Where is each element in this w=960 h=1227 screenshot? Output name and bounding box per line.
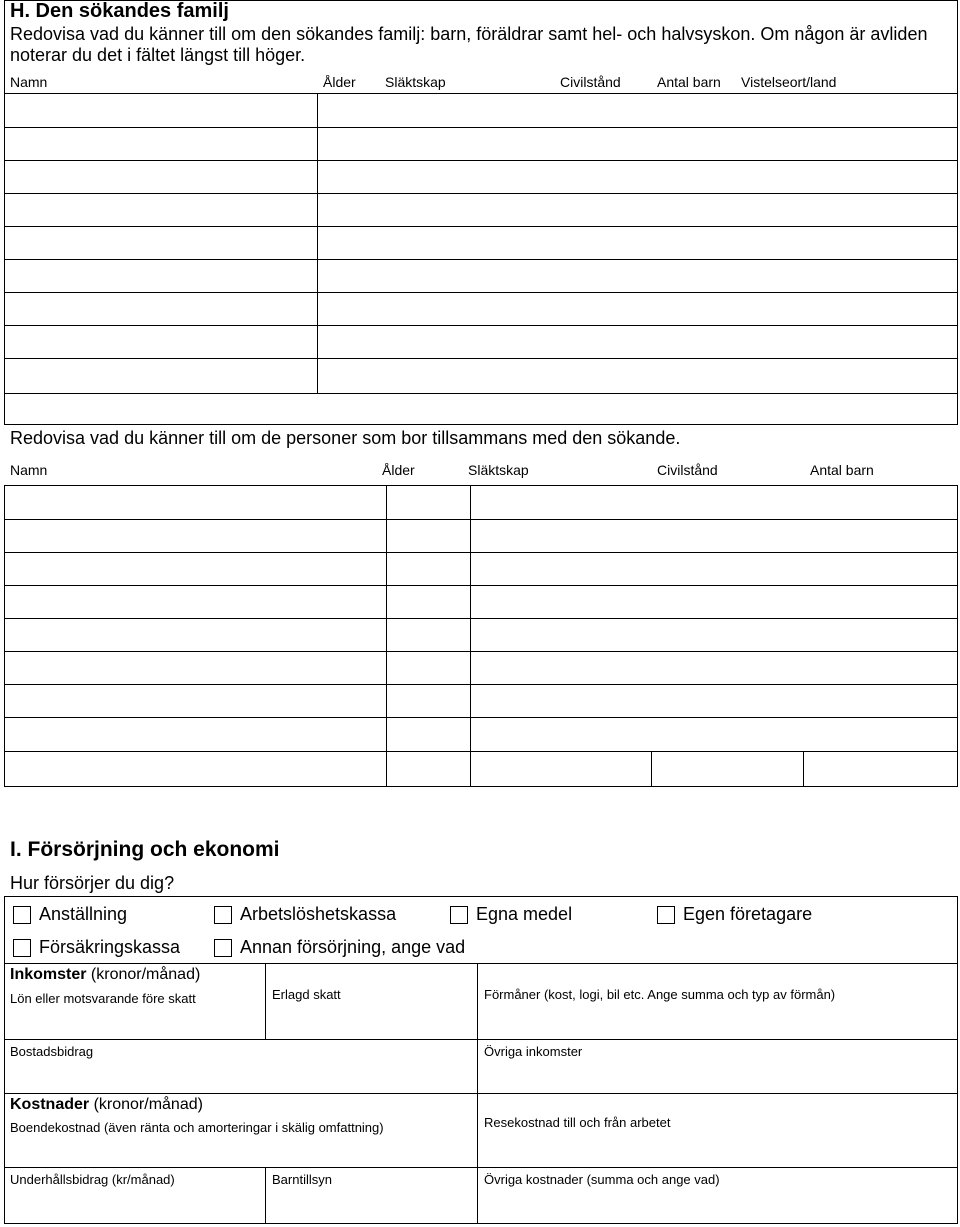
benefits-field[interactable]: Förmåner (kost, logi, bil etc. Ange summa och typ av förmån): [484, 987, 836, 1002]
checkbox-square[interactable]: [450, 906, 468, 924]
checkbox-square[interactable]: [13, 906, 31, 924]
divider: [4, 1039, 958, 1040]
divider: [477, 1167, 478, 1224]
checkbox-other-support[interactable]: [214, 937, 465, 958]
section-i-title: I. Försörjning och ekonomi: [10, 838, 280, 861]
checkbox-square[interactable]: [657, 906, 675, 924]
income-heading: Inkomster (kronor/månad): [10, 966, 201, 983]
checkbox-label: Arbetslöshetskassa: [240, 904, 397, 924]
checkbox-label: Annan försörjning, ange vad: [240, 937, 466, 957]
checkbox-own-means[interactable]: [450, 904, 572, 925]
costs-heading: Kostnader (kronor/månad): [10, 1096, 203, 1113]
household-col-relation: Släktskap: [468, 462, 529, 478]
other-costs-field[interactable]: Övriga kostnader (summa och ange vad): [484, 1172, 720, 1187]
checkbox-label: Försäkringskassa: [39, 937, 181, 957]
family-col-residence: Vistelseort/land: [741, 74, 837, 90]
divider: [265, 1167, 266, 1224]
household-col-name: Namn: [10, 462, 48, 478]
checkbox-label: Egen företagare: [683, 904, 813, 924]
family-col-name: Namn: [10, 74, 48, 90]
household-col-age: Ålder: [382, 462, 415, 478]
checkbox-label: Anställning: [39, 904, 128, 924]
checkbox-unemployment-fund[interactable]: [214, 904, 396, 925]
support-question: Hur försörjer du dig?: [10, 873, 175, 893]
divider: [477, 963, 478, 1167]
childcare-field[interactable]: Barntillsyn: [272, 1172, 332, 1187]
divider: [265, 963, 266, 1039]
maintenance-field[interactable]: Underhållsbidrag (kr/månad): [10, 1172, 175, 1187]
family-col-civil-status: Civilstånd: [560, 74, 621, 90]
household-instruction: Redovisa vad du känner till om de personer som bor tillsammans med den sökande.: [10, 428, 681, 448]
checkbox-square[interactable]: [214, 906, 232, 924]
housing-cost-field[interactable]: Boendekostnad (även ränta och amorteringar i skälig omfattning): [10, 1120, 384, 1135]
checkbox-square[interactable]: [214, 939, 232, 957]
divider: [4, 1093, 958, 1094]
family-col-age: Ålder: [323, 74, 356, 90]
household-col-civil-status: Civilstånd: [657, 462, 718, 478]
family-col-children: Antal barn: [657, 74, 721, 90]
tax-field[interactable]: Erlagd skatt: [272, 987, 341, 1002]
household-table[interactable]: [4, 485, 958, 787]
salary-field[interactable]: Lön eller motsvarande före skatt: [10, 991, 196, 1006]
checkbox-employment[interactable]: [13, 904, 127, 925]
housing-allowance-field[interactable]: Bostadsbidrag: [10, 1044, 94, 1059]
checkbox-insurance-office[interactable]: [13, 937, 180, 958]
divider: [4, 1167, 958, 1168]
travel-cost-field[interactable]: Resekostnad till och från arbetet: [484, 1115, 671, 1130]
household-col-children: Antal barn: [810, 462, 874, 478]
family-col-relation: Släktskap: [385, 74, 446, 90]
divider: [4, 963, 958, 964]
checkbox-self-employed[interactable]: [657, 904, 812, 925]
other-income-field[interactable]: Övriga inkomster: [484, 1044, 583, 1059]
section-h-intro: Redovisa vad du känner till om den sökandes familj: barn, föräldrar samt hel- och halvsyskon. Om någon är avliden noterar du det i fältet längst till höger.: [10, 24, 928, 65]
checkbox-square[interactable]: [13, 939, 31, 957]
family-table[interactable]: [4, 93, 958, 425]
checkbox-label: Egna medel: [476, 904, 573, 924]
section-h-title: H. Den sökandes familj: [10, 0, 229, 22]
